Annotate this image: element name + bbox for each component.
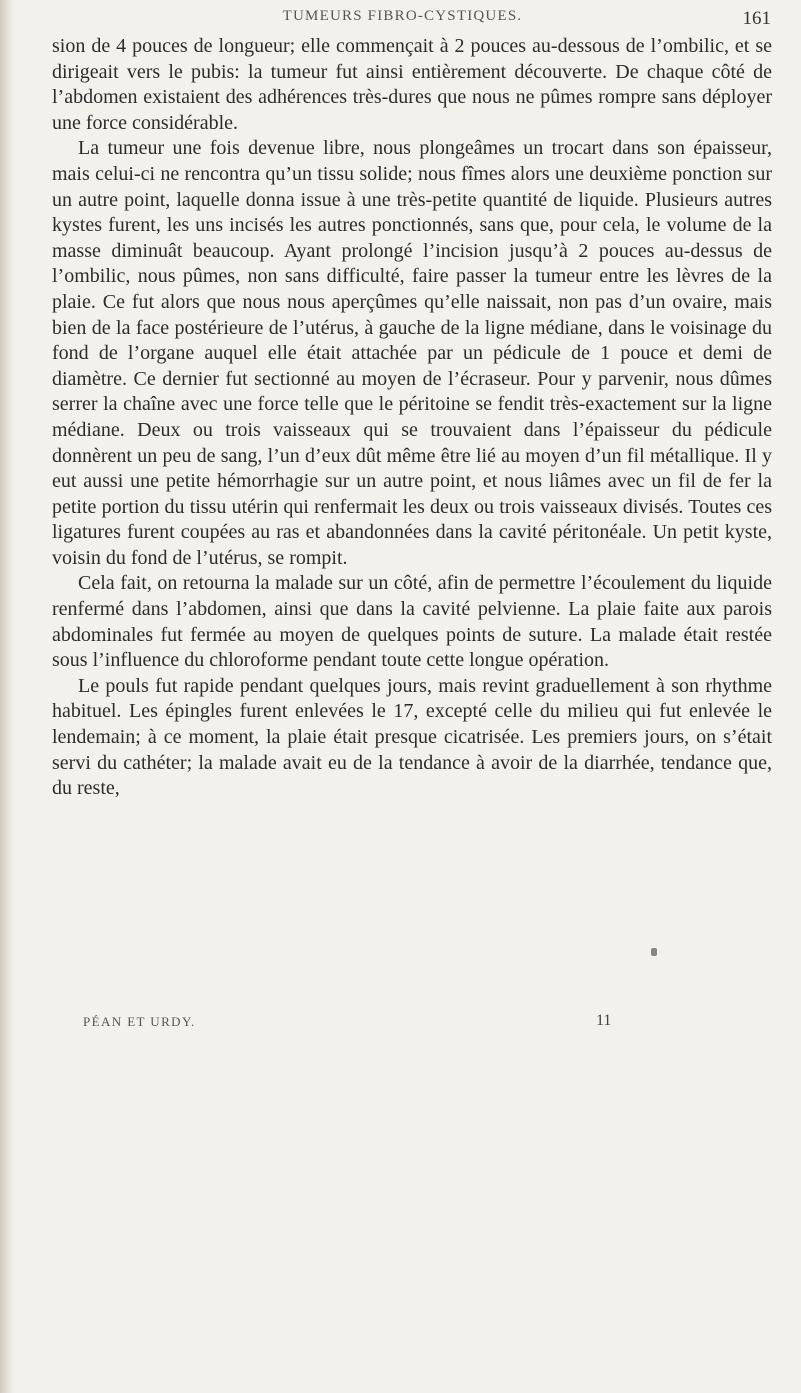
printer-signature: PÉAN ET URDY.	[83, 1014, 196, 1029]
paragraph-3: Cela fait, on retourna la malade sur un côté, afin de permettre l’écoulement du liquide renfermé dans l’abdomen, ainsi que dans la cavité pelvienne. La plaie faite aux parois abdominales fut fermée au moyen de quelques points de suture. La malade était restée sous l’influence du chloroforme pendant toute cette longue opération.	[52, 572, 772, 672]
ink-speck	[651, 948, 657, 956]
page-footer	[0, 1014, 801, 1036]
page-number: 161	[742, 8, 771, 29]
body-text	[52, 34, 772, 802]
binding-shadow	[0, 0, 14, 1393]
paragraph-2: La tumeur une fois devenue libre, nous plongeâmes un trocart dans son épaisseur, mais celui-ci ne rencontra qu’un tissu solide; nous fîmes alors une deuxième ponction sur un autre point, laquelle donna issue à une très-petite quantité de liquide. Plusieurs autres kystes furent, les uns incisés les autres ponctionnés, sans que, pour cela, le volume de la masse diminuât beaucoup. Ayant prolongé l’incision jusqu’à 2 pouces au-dessus de l’ombilic, nous pûmes, non sans difficulté, faire passer la tumeur entre les lèvres de la plaie. Ce fut alors que nous nous aperçûmes qu’elle naissait, non pas d’un ovaire, mais bien de la face postérieure de l’utérus, à gauche de la ligne médiane, dans le voisinage du fond de l’organe auquel elle était attachée par un pédicule de 1 pouce et demi de diamètre. Ce dernier fut sectionné au moyen de l’écraseur. Pour y parvenir, nous dûmes serrer la chaîne avec une force telle que le péritoine se fendit très-exactement sur la ligne médiane. Deux ou trois vaisseaux qui se trouvaient dans l’épaisseur du pédicule donnèrent un peu de sang, l’un d’eux dût même être lié au moyen d’un fil métallique. Il y eut aussi une petite hémorrhagie sur un autre point, et nous liâmes avec un fil de fer la petite portion du tissu utérin qui renfermait les deux ou trois vaisseaux divisés. Toutes ces ligatures furent coupées au ras et abandonnées dans la cavité péritonéale. Un petit kyste, voisin du fond de l’utérus, se rompit.	[52, 137, 772, 569]
paragraph-1: sion de 4 pouces de longueur; elle commençait à 2 pouces au-dessous de l’ombilic, et se dirigeait vers le pubis: la tumeur fut ainsi entièrement découverte. De chaque côté de l’abdomen existaient des adhérences très-dures que nous ne pûmes rompre sans déployer une force considérable.	[52, 35, 772, 134]
signature-mark: 11	[596, 1012, 612, 1029]
paragraph-4: Le pouls fut rapide pendant quelques jours, mais revint graduellement à son rhythme habituel. Les épingles furent enlevées le 17, excepté celle du milieu qui fut enlevée le lendemain; à ce moment, la plaie était presque cicatrisée. Les premiers jours, on s’était servi du cathéter; la malade avait eu de la tendance à avoir de la diarrhée, tendance que, du reste,	[52, 674, 772, 800]
running-title: TUMEURS FIBRO-CYSTIQUES.	[282, 8, 523, 24]
